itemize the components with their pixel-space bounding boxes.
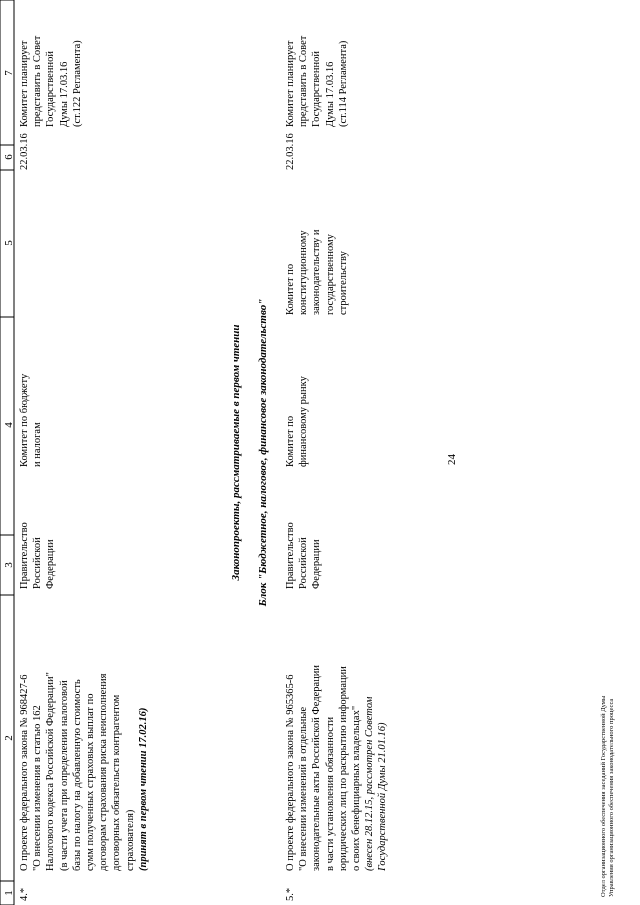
row5-plan-line: представить в Совет (298, 35, 310, 127)
row4-plan-line: (ст.122 Регламента) (71, 40, 83, 127)
block-heading: Блок "Бюджетное, налоговое, финансовое законодательство" (257, 298, 269, 607)
row5-co-line: конституционному (298, 230, 310, 315)
colnum-1: 1 (3, 890, 15, 896)
row5-title-line: юридических лиц по раскрытию информации (337, 666, 349, 871)
row5-title-line: законодательные акты Российской Федерации (311, 664, 323, 871)
colnum-6: 6 (3, 154, 15, 160)
row4-title-line: договорных обязательств контрагентом (111, 694, 123, 871)
row5-title-line: в части установления обязанности (324, 716, 336, 871)
row5-committee (284, 376, 310, 467)
row5-committee-line: Комитет по (285, 415, 296, 467)
row5-plan-line: Думы 17.03.16 (324, 61, 336, 127)
row5-note-line: (внесен 28.12.15, рассмотрен Советом (364, 696, 376, 871)
row5-plan (284, 36, 350, 127)
row5-co-committee (284, 229, 350, 315)
row4-plan (18, 36, 84, 127)
row4-plan-line: Государственной (45, 51, 57, 127)
row4-committee (18, 374, 44, 467)
row4-committee-line: и налогам (32, 422, 44, 467)
row4-initiator (18, 522, 58, 589)
row5-note-line: Государственной Думы 21.01.16) (377, 722, 389, 871)
row5-plan-line: Государственной (311, 51, 323, 127)
row4-initiator-line: Правительство (19, 522, 30, 589)
section-heading: Законопроекты, рассматриваемые в первом чтении (230, 324, 242, 581)
colnum-3: 3 (3, 562, 15, 568)
row5-committee-line: финансовому рынку (298, 376, 310, 467)
row4-title-line: страхователя) (124, 809, 136, 871)
row4-plan-line: Думы 17.03.16 (58, 61, 70, 127)
row5-title-line: О проекте федерального закона № 965365-6 (285, 674, 296, 871)
row4-initiator-line: Федерации (45, 539, 57, 589)
colnum-5: 5 (3, 240, 15, 246)
row5-title-line: "О внесении изменений в отдельные (298, 706, 310, 871)
row5-co-line: государственному (324, 234, 336, 315)
row5-co-line: законодательству и (311, 229, 323, 315)
row5-date: 22.03.16 (285, 133, 296, 170)
row4-note: (принят в первом чтении 17.02.16) (137, 707, 149, 871)
footer-line: Управления организационного обеспечения законодательного процесса (608, 698, 615, 897)
row4-plan-line: представить в Совет (32, 35, 44, 127)
row5-title-line: о своих бенефициарных владельцах" (351, 705, 363, 871)
row4-title (18, 596, 150, 871)
row4-date: 22.03.16 (19, 133, 30, 170)
row5-initiator-line: Федерации (311, 539, 323, 589)
row4-title-line: договорам страхования риска неисполнения (98, 673, 110, 871)
row5-number: 5.* (285, 887, 296, 901)
row5-initiator-line: Правительство (285, 522, 296, 589)
row5-initiator (284, 522, 324, 589)
footer-line: Отдел организационного обеспечения заседаний Государственной Думы (600, 695, 607, 897)
row5-plan-line: Комитет планирует (285, 40, 296, 127)
row4-plan-line: Комитет планирует (19, 40, 30, 127)
row4-initiator-line: Российской (32, 537, 44, 589)
row4-title-line: О проекте федерального закона № 968427-6 (19, 674, 30, 871)
row4-title-line: "О внесении изменения в статью 162 (32, 705, 44, 871)
row5-co-line: Комитет по (285, 263, 296, 315)
row4-title-line: (в части учета при определении налоговой (58, 680, 70, 871)
row4-title-line: сумм полученных страховых выплат по (85, 693, 97, 871)
row4-title-line: Налогового кодекса Российской Федерации" (45, 672, 57, 871)
colnum-2: 2 (3, 735, 15, 741)
row5-initiator-line: Российской (298, 537, 310, 589)
row5-plan-line: (ст.114 Регламента) (337, 40, 349, 127)
footer-note (600, 696, 616, 897)
row5-co-line: строительству (337, 251, 349, 315)
row4-committee-line: Комитет по бюджету (19, 373, 30, 467)
page-number: 24 (446, 454, 458, 465)
colnum-4: 4 (3, 422, 15, 428)
colnum-7: 7 (3, 70, 15, 76)
row4-title-line: базы по налогу на добавленную стоимость (71, 679, 83, 871)
row4-number: 4.* (19, 887, 30, 901)
row5-title (284, 591, 390, 871)
